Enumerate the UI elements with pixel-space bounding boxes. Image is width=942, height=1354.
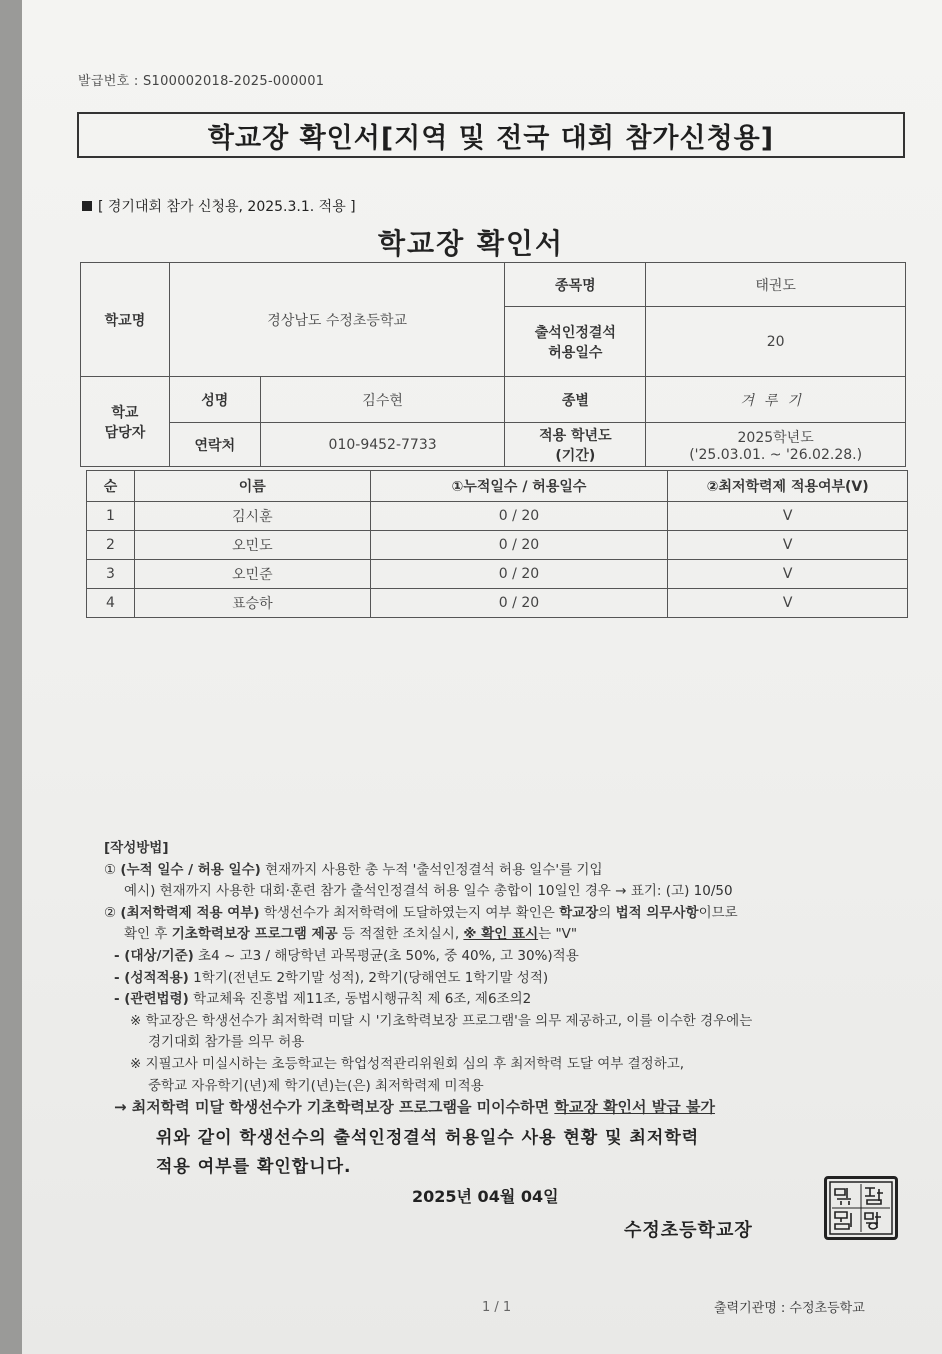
column-header-days: ①누적일수 / 허용일수 [370, 471, 668, 502]
event-label: 종목명 [505, 263, 646, 307]
absence-days-value: 20 [646, 307, 906, 377]
instruction-line: - (대상/기준) 초4 ~ 고3 / 해당학년 과목평균(초 50%, 중 40%, 고 30%)적용 [114, 947, 579, 964]
min-academic-check: V [668, 502, 908, 531]
instruction-line: → 최저학력 미달 학생선수가 기초학력보장 프로그램을 미이수하면 학교장 확인서 발급 불가 [114, 1098, 715, 1117]
table-row [87, 589, 908, 618]
usage-note [82, 196, 356, 216]
min-academic-check: V [668, 589, 908, 618]
type-value-handwritten: 겨루기 [646, 377, 906, 423]
student-list-table [86, 470, 908, 618]
days-used: 0 / 20 [370, 589, 668, 618]
instruction-line: 경기대회 참가를 의무 허용 [148, 1034, 305, 1051]
contact-label: 연락처 [169, 423, 260, 467]
instruction-line: ① (누적 일수 / 허용 일수) 현재까지 사용한 총 누적 '출석인정결석 허용 일수'를 기입 [104, 861, 603, 878]
instruction-line: ② (최저학력제 적용 여부) 학생선수가 최저학력에 도달하였는지 여부 확인은 학교장의 법적 의무사항이므로 [104, 904, 738, 921]
square-bullet-icon [82, 201, 92, 211]
confirmation-statement: 위와 같이 학생선수의 출석인정결석 허용일수 사용 현황 및 최저학력 적용 여부를 확인합니다. [156, 1128, 700, 1177]
student-name: 표승하 [134, 589, 370, 618]
table-row [87, 560, 908, 589]
usage-note-text: [ 경기대회 참가 신청용, 2025.3.1. 적용 ] [98, 199, 356, 215]
instruction-line: ※ 학교장은 학생선수가 최저학력 미달 시 '기초학력보장 프로그램'을 의무 제공하고, 이를 이수한 경우에는 [130, 1012, 753, 1029]
instruction-line: - (관련법령) 학교체육 진흥법 제11조, 동법시행규칙 제 6조, 제6조의2 [114, 991, 532, 1008]
row-number: 4 [87, 589, 135, 618]
row-number: 2 [87, 531, 135, 560]
manager-label: 학교 담당자 [81, 377, 170, 467]
main-title: 학교장 확인서 [377, 227, 565, 260]
instruction-line: 확인 후 기초학력보장 프로그램 제공 등 적절한 조치실시, ※ 확인 표시는 "V" [124, 926, 578, 943]
student-name: 오민준 [134, 560, 370, 589]
event-value: 태권도 [646, 263, 906, 307]
row-number: 1 [87, 502, 135, 531]
instruction-line: 예시) 현재까지 사용한 대회·훈련 참가 출석인정결석 허용 일수 총합이 10일인 경우 → 표기: (고) 10/50 [124, 883, 733, 900]
type-label: 종별 [505, 377, 646, 423]
principal-signature: 수정초등학교장 [624, 1220, 753, 1241]
student-name: 김시훈 [134, 502, 370, 531]
instructions-section [104, 838, 904, 1119]
min-academic-check: V [668, 560, 908, 589]
table-row [87, 531, 908, 560]
issue-number: 발급번호 : S100002018-2025-000001 [78, 74, 325, 89]
output-organization: 출력기관명 : 수정초등학교 [714, 1301, 865, 1316]
days-used: 0 / 20 [370, 531, 668, 560]
school-info-table [80, 262, 906, 467]
school-year-label: 적용 학년도 (기간) [505, 423, 646, 467]
row-number: 3 [87, 560, 135, 589]
document-title: 학교장 확인서[지역 및 전국 대회 참가신청용] [207, 122, 775, 154]
document-title-box [77, 112, 905, 158]
student-name: 오민도 [134, 531, 370, 560]
days-used: 0 / 20 [370, 560, 668, 589]
instruction-line: 중학교 자유학기(년)제 학기(년)는(은) 최저학력제 미적용 [148, 1077, 484, 1094]
name-label: 성명 [169, 377, 260, 423]
column-header-name: 이름 [134, 471, 370, 502]
absence-days-label: 출석인정결석 허용일수 [505, 307, 646, 377]
contact-value: 010-9452-7733 [260, 423, 505, 467]
name-value: 김수현 [260, 377, 505, 423]
school-year-value: 2025학년도 ('25.03.01. ~ '26.02.28.) [646, 423, 906, 467]
official-seal-stamp [824, 1176, 898, 1240]
instruction-line: - (성적적용) 1학기(전년도 2학기말 성적), 2학기(당해연도 1학기말 성적) [114, 969, 549, 986]
min-academic-check: V [668, 531, 908, 560]
table-row [87, 502, 908, 531]
school-label: 학교명 [81, 263, 170, 377]
issue-date: 2025년 04월 04일 [412, 1187, 559, 1206]
instruction-line: ※ 지필고사 미실시하는 초등학교는 학업성적관리위원회 심의 후 최저학력 도달 여부 결정하고, [130, 1055, 685, 1072]
days-used: 0 / 20 [370, 502, 668, 531]
page-number: 1 / 1 [482, 1300, 512, 1315]
column-header-min-academic: ②최저학력제 적용여부(V) [668, 471, 908, 502]
instructions-heading: [작성방법] [104, 840, 169, 856]
column-header-number: 순 [87, 471, 135, 502]
school-value: 경상남도 수정초등학교 [169, 263, 505, 377]
seal-icon [827, 1179, 895, 1237]
